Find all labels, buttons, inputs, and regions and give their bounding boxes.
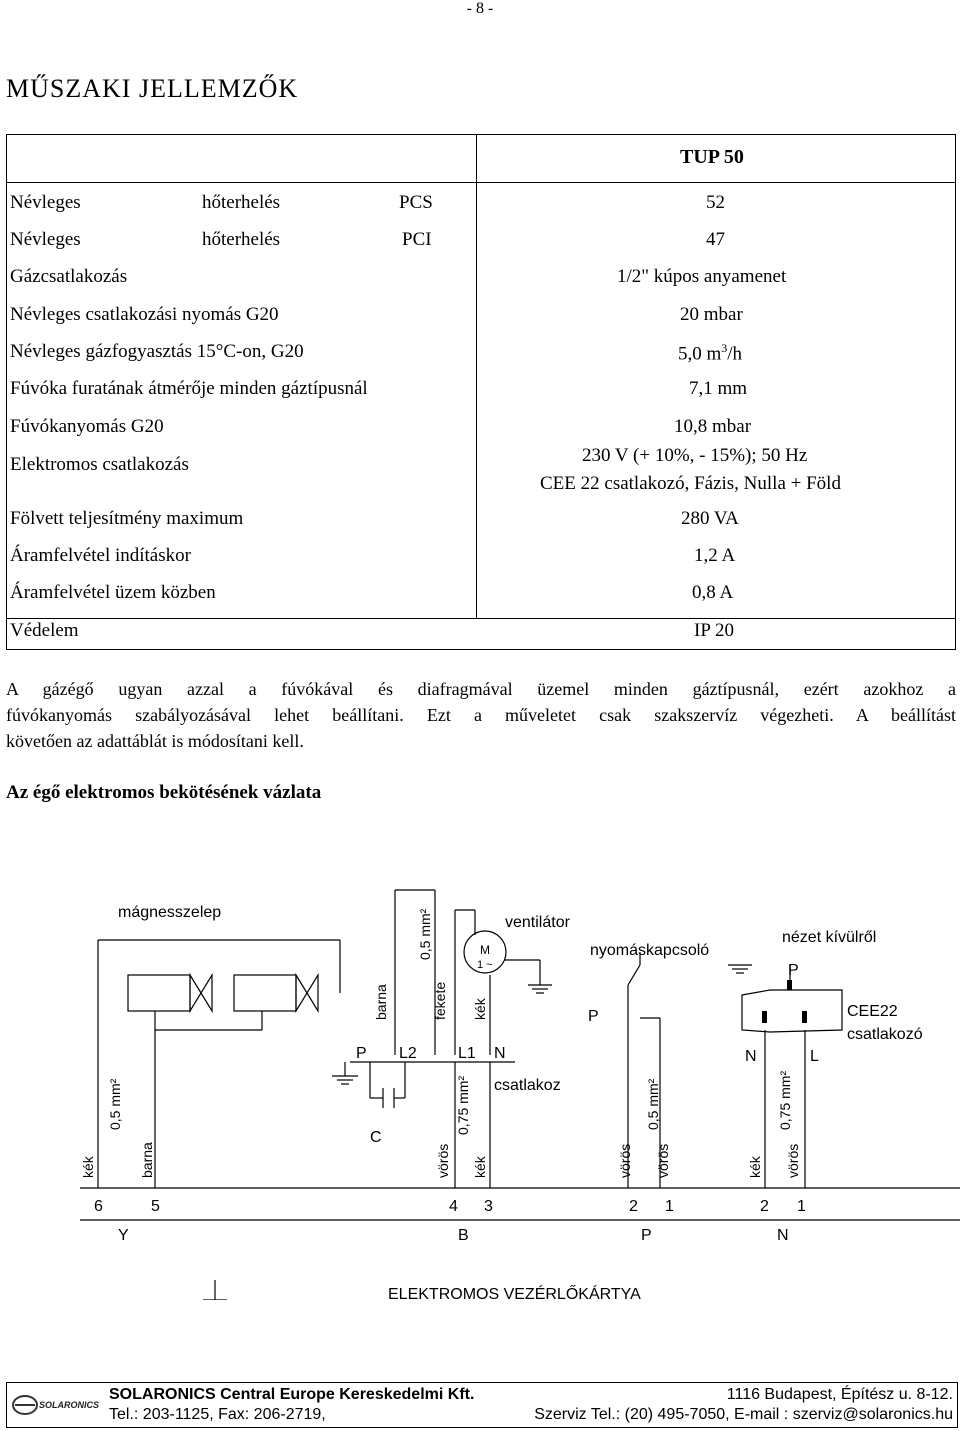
row-value: 52: [706, 192, 725, 213]
row-label: Védelem: [10, 620, 79, 641]
row-label: PCS: [399, 192, 433, 213]
wire-label: 0,75 mm²: [777, 1070, 793, 1130]
label-cee-n: N: [745, 1048, 757, 1065]
row-value: 280 VA: [681, 508, 739, 529]
svg-text:SOLARONICS: SOLARONICS: [39, 1400, 100, 1410]
label-motor-phase: 1 ~: [477, 959, 493, 971]
pin-number: 4: [449, 1198, 458, 1215]
label-csatlakozo: csatlakozó: [847, 1026, 923, 1043]
row-value: 47: [706, 229, 725, 250]
connector-label: Y: [118, 1227, 129, 1244]
note-line: fúvókanyomás szabályozásával lehet beállítani. Ezt a műveletet csak szakszervíz végezheti. A beállítást: [6, 705, 956, 725]
wire-label: 0,5 mm²: [645, 1078, 661, 1130]
footer-service: Szerviz Tel.: (20) 495-7050, E-mail : szerviz@solaronics.hu: [534, 1406, 953, 1423]
wire-label: vörös: [655, 1143, 671, 1178]
row-label: Névleges gázfogyasztás 15°C-on, G20: [10, 341, 304, 362]
row-label: Névleges: [10, 229, 81, 250]
label-capacitor: C: [370, 1129, 382, 1146]
label-cee22: CEE22: [847, 1003, 898, 1020]
board-label: ELEKTROMOS VEZÉRLŐKÁRTYA: [388, 1286, 641, 1300]
row-label: hőterhelés: [202, 229, 281, 250]
row-value: CEE 22 csatlakozó, Fázis, Nulla + Föld: [540, 473, 841, 494]
model-header: TUP 50: [680, 146, 744, 168]
footer-address: 1116 Budapest, Építész u. 8-12.: [726, 1386, 953, 1403]
ground-icon: [728, 965, 752, 973]
wire-label: barna: [373, 984, 389, 1020]
row-label: Névleges: [10, 192, 81, 213]
connector-label: P: [641, 1227, 652, 1244]
row-value: 1,2 A: [694, 545, 736, 566]
pin-number: 2: [629, 1198, 638, 1215]
label-ventilator: ventilátor: [505, 914, 570, 931]
ground-icon: [332, 1072, 358, 1084]
label-magnesszelep: mágnesszelep: [118, 904, 222, 921]
label-cee-l: L: [810, 1048, 819, 1065]
row-label: Áramfelvétel indításkor: [10, 545, 191, 566]
page-number: - 8 -: [466, 0, 494, 17]
terminal-p: P: [356, 1045, 367, 1062]
row-label: Elektromos csatlakozás: [10, 454, 189, 475]
valve-symbol-left: [190, 975, 212, 1011]
row-value: 20 mbar: [680, 304, 743, 325]
row-value: 1/2" kúpos anyamenet: [617, 266, 787, 287]
footer-phone: Tel.: 203-1125, Fax: 206-2719,: [109, 1406, 326, 1423]
terminal-n: N: [494, 1045, 506, 1062]
row-value: 10,8 mbar: [674, 416, 752, 437]
row-label: Fúvókanyomás G20: [10, 416, 164, 437]
valve-coil-left: [128, 975, 190, 1011]
wire-label: 0,75 mm²: [455, 1075, 471, 1135]
wire-label: 0,5 mm²: [417, 908, 433, 960]
footer: [6, 1382, 958, 1428]
diagram-heading: Az égő elektromos bekötésének vázlata: [6, 782, 322, 803]
wire-label: 0,5 mm²: [107, 1078, 123, 1130]
ground-icon: [203, 1280, 227, 1300]
wire-label: vörös: [617, 1143, 633, 1178]
row-value: IP 20: [694, 620, 734, 641]
row-label: hőterhelés: [202, 192, 281, 213]
row-value: 230 V (+ 10%, - 15%); 50 Hz: [582, 445, 808, 466]
row-value: 0,8 A: [692, 582, 734, 603]
label-nyomaskapcsolo: nyomáskapcsoló: [590, 942, 710, 959]
terminal-l2: L2: [399, 1045, 417, 1062]
ground-icon: [528, 985, 552, 993]
wire-label: fekete: [432, 981, 448, 1020]
pin-number: 3: [484, 1198, 493, 1215]
label-cee-p: P: [788, 962, 799, 979]
label-nezet: nézet kívülről: [782, 929, 877, 946]
wire-label: kék: [472, 998, 488, 1020]
label-motor: M: [480, 943, 490, 957]
row-label: Gázcsatlakozás: [10, 266, 128, 287]
pin-number: 1: [665, 1198, 674, 1215]
valve-coil-right: [234, 975, 296, 1011]
row-value: 5,0 $m^3/h$: [678, 341, 743, 365]
note-line: A gázégő ugyan azzal a fúvókával és diafragmával üzemel minden gáztípusnál, ezért azokhoz a: [6, 679, 956, 699]
wire-label: kék: [747, 1156, 763, 1178]
wire-label: vörös: [785, 1143, 801, 1178]
connector-label: N: [777, 1227, 789, 1244]
pin-number: 5: [151, 1198, 160, 1215]
row-label: PCI: [402, 229, 432, 250]
pin-number: 6: [94, 1198, 103, 1215]
spec-table: [6, 134, 956, 650]
row-value: 7,1 mm: [689, 378, 748, 399]
pin-number: 1: [797, 1198, 806, 1215]
page-title: MŰSZAKI JELLEMZŐK: [6, 74, 299, 103]
solaronics-logo: [11, 1391, 103, 1419]
pin-number: 2: [760, 1198, 769, 1215]
terminal-l1: L1: [458, 1045, 476, 1062]
label-csatlakoz: csatlakoz: [494, 1077, 561, 1094]
row-label: Áramfelvétel üzem közben: [10, 582, 216, 603]
note-paragraph: [6, 676, 956, 754]
note-line: követően az adattáblát is módosítani kell.: [6, 731, 304, 751]
connector-label: B: [458, 1227, 469, 1244]
label-switch-p: P: [588, 1008, 599, 1025]
wire-label: vörös: [435, 1143, 451, 1178]
valve-symbol-right: [296, 975, 318, 1011]
wire-label: barna: [139, 1142, 155, 1178]
wire-label: kék: [80, 1156, 96, 1178]
cee22-plug: [742, 990, 842, 1032]
row-label: Névleges csatlakozási nyomás G20: [10, 304, 279, 325]
row-label: Fúvóka furatának átmérője minden gáztípusnál: [10, 378, 368, 399]
row-label: Fölvett teljesítmény maximum: [10, 508, 244, 529]
wire-label: kék: [472, 1156, 488, 1178]
footer-company: SOLARONICS Central Europe Kereskedelmi Kft.: [109, 1386, 475, 1403]
wiring-diagram: [0, 870, 960, 1300]
